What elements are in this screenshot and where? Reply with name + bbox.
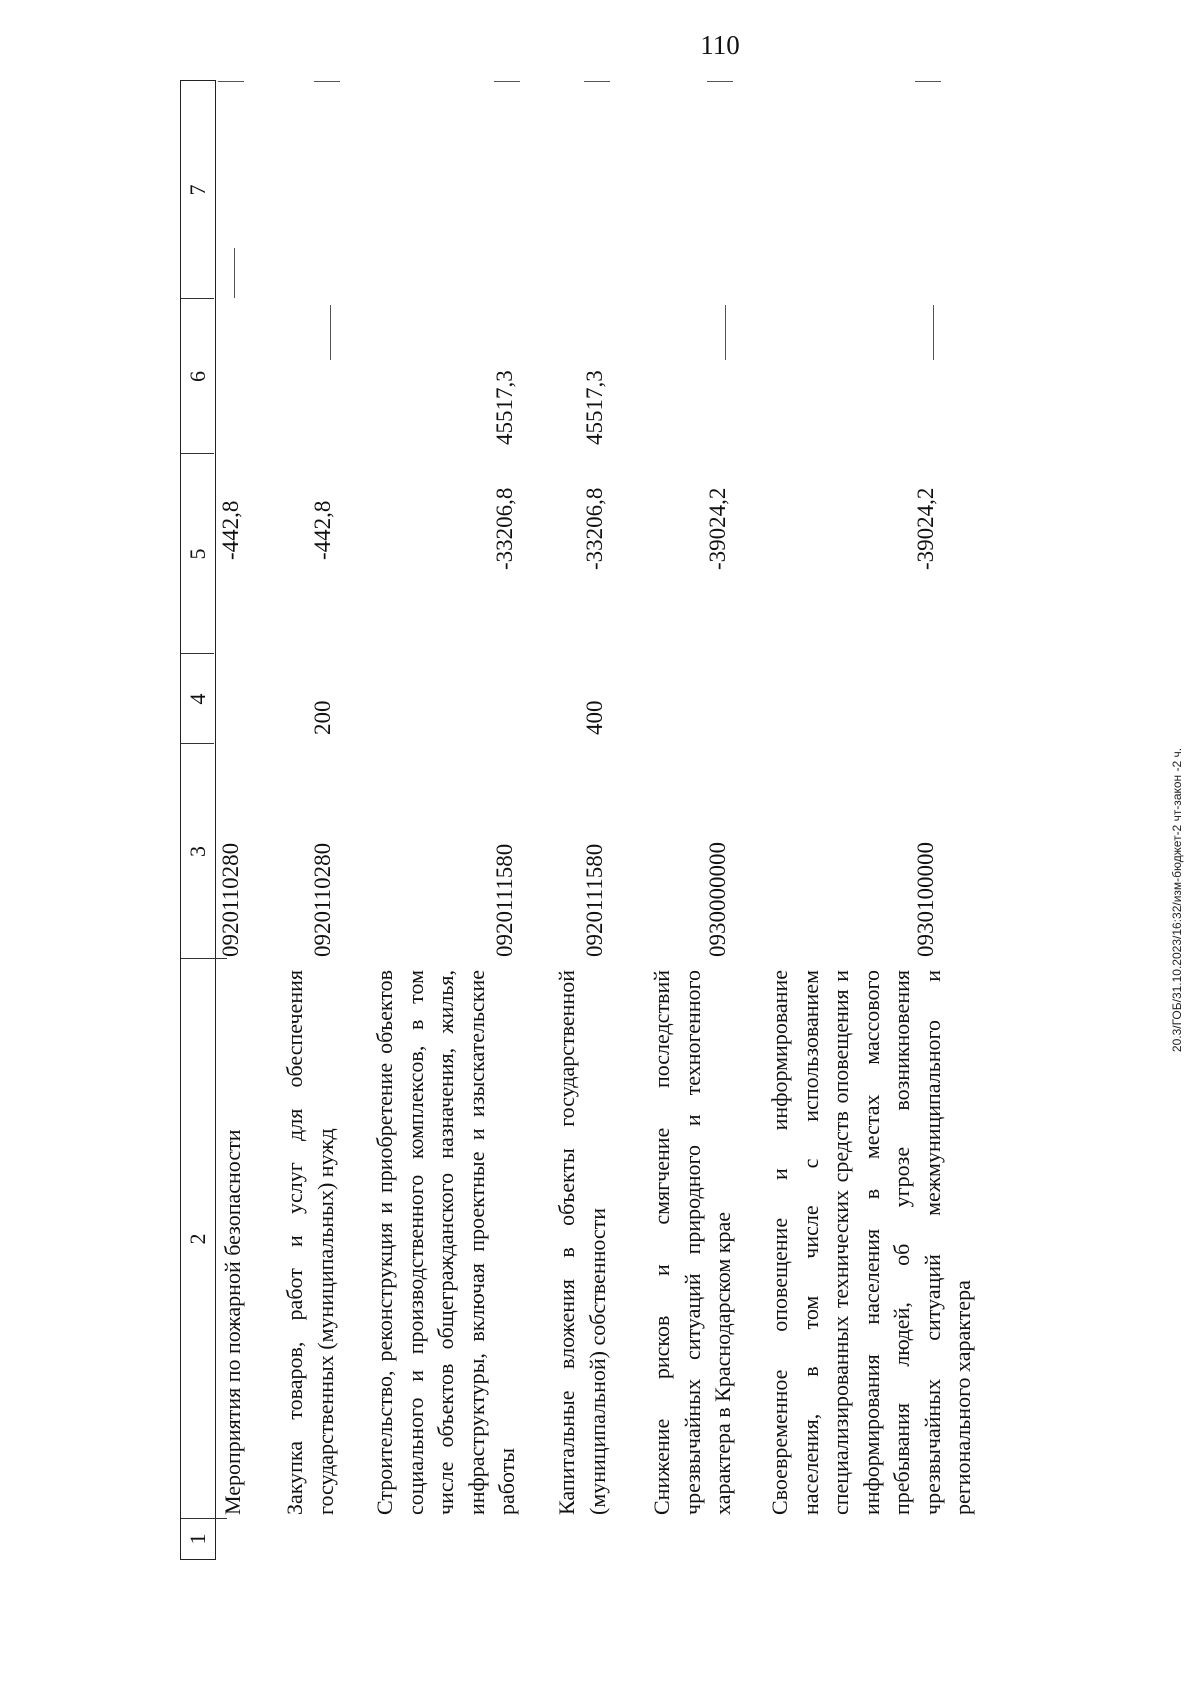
row-code: 0930000000 [705, 842, 730, 957]
table-row [647, 80, 747, 1560]
row-change: -33206,8 [582, 487, 607, 570]
row-code: 0920111580 [492, 843, 517, 957]
header-col-5: 5 [185, 548, 210, 560]
row-change: -39024,2 [705, 487, 730, 570]
row-edge-mark [218, 81, 244, 82]
header-col-6: 6 [185, 371, 210, 382]
row-code: 0920110280 [310, 842, 335, 957]
table-header [180, 80, 216, 1560]
row-name: Закупка товаров, работ и услуг для обеспечения государственных (муниципальных) нужд [282, 970, 338, 1515]
row-type: 200 [310, 700, 335, 735]
row-name: Снижение рисков и смягчение последствий чрезвычайных ситуаций природного и техногенного характера в Краснодарском крае [649, 970, 735, 1515]
column-divider [181, 453, 214, 454]
table-row [765, 80, 975, 1560]
row-name: Мероприятия по пожарной безопасности [220, 1129, 245, 1515]
column-divider [181, 298, 214, 299]
header-col-1: 1 [185, 1533, 210, 1545]
row-change: -442,8 [218, 500, 243, 560]
row-dash [330, 305, 331, 360]
row-amount: 45517,3 [492, 370, 517, 445]
row-name: Строительство, реконструкция и приобретение объектов социального и производственного комплексов, в том числе объектов общегражданского назначения, жилья, инфраструктуры, включая проектные и изыскательские работы [372, 970, 519, 1515]
column-divider [181, 743, 214, 744]
header-col-7: 7 [185, 184, 210, 196]
table-row [370, 80, 535, 1560]
row-change: -39024,2 [913, 487, 938, 570]
table-row [552, 80, 632, 1560]
table-row [216, 80, 276, 1560]
footer-code [1170, 130, 1184, 1670]
row-edge-mark [707, 81, 733, 82]
row-code: 0920111580 [582, 843, 607, 957]
row-code: 0920110280 [218, 842, 243, 957]
column-divider [181, 653, 214, 654]
row-edge-mark [494, 81, 520, 82]
row-dash [234, 248, 235, 298]
row-edge-mark [584, 81, 610, 82]
row-amount: 45517,3 [582, 370, 607, 445]
row-dash [725, 305, 726, 360]
header-col-2: 2 [185, 1233, 210, 1245]
row-name: Капитальные вложения в объекты государственной (муниципальной) собственности [554, 970, 610, 1515]
table-row [280, 80, 360, 1560]
budget-table [180, 80, 1050, 1560]
row-name: Своевременное оповещение и информирование населения, в том числе с использованием специализированных технических средств оповещения и информирования населения в местах массового пребывания людей, об угрозе возникновения чрезвычайных ситуаций межмуниципального и регионального характера [767, 970, 975, 1515]
footer-code-text: 20.3/ГОБ/31.10.2023/16:32/изм-бюджет-2 чт-закон -2 ч. [1170, 747, 1184, 1053]
row-change: -442,8 [310, 500, 335, 560]
row-dash [933, 305, 934, 360]
row-change: -33206,8 [492, 487, 517, 570]
row-code: 0930100000 [913, 842, 938, 957]
row-type: 400 [582, 700, 607, 735]
row-edge-mark [314, 81, 340, 82]
header-col-4: 4 [185, 693, 210, 705]
page-number: 110 [700, 30, 740, 60]
row-edge-mark [915, 81, 941, 82]
header-col-3: 3 [185, 846, 210, 857]
